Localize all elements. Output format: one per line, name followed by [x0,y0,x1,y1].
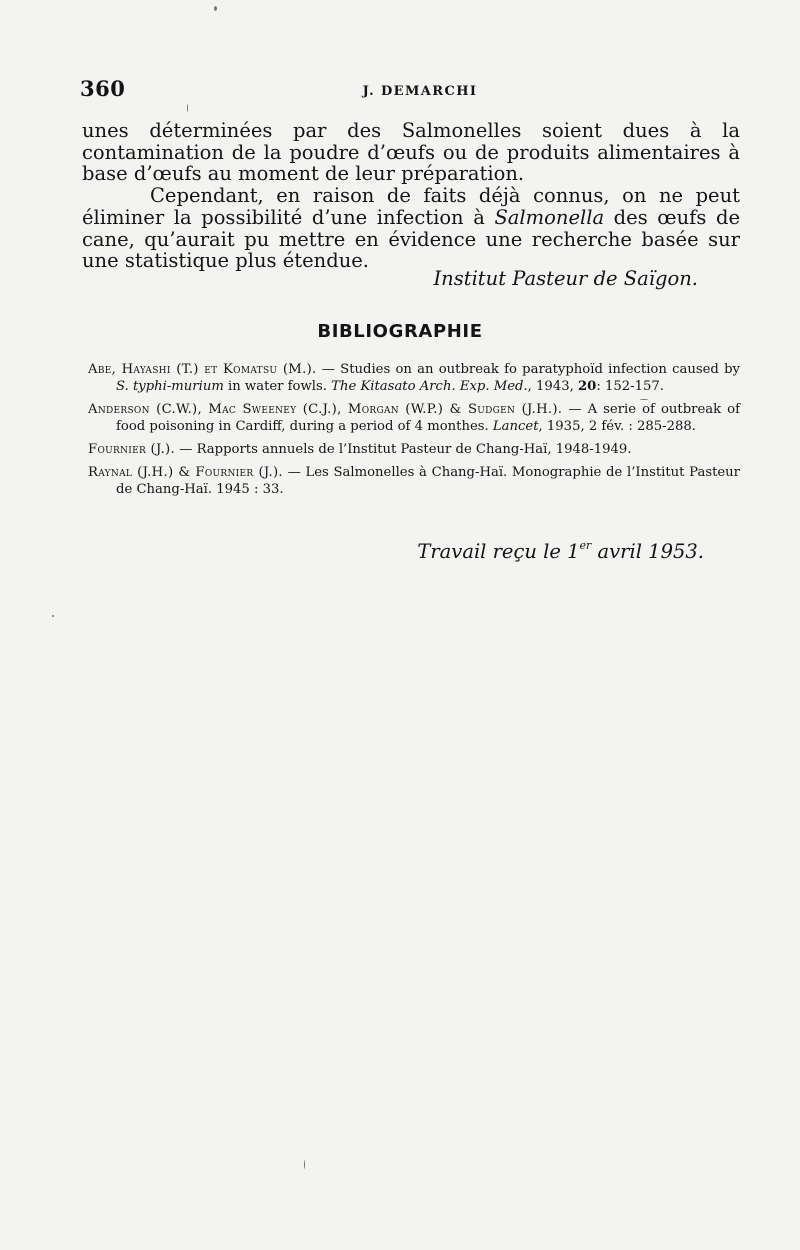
ref-text: — Studies on an outbreak fo paratyphoïd infection caused by [316,362,740,377]
ref-text: in water fowls. [223,379,332,394]
paragraph-2-text-b: des œufs de cane, qu’aurait pu mettre en évidence une recherche basée sur une statistique plus étendue. [82,205,740,273]
scan-speck [187,104,188,112]
paragraph-1: unes déterminées par des Salmonelles soient dues à la contamination de la poudre d’œufs ou de produits alimentaires à base d’œufs au moment de leur préparation. [82,119,740,186]
received-text: avril 1953. [591,540,704,563]
ref-text: , 1935, 2 fév. : 285-288. [538,419,697,434]
running-head [80,76,740,104]
bibliography-list [88,361,740,504]
ref-text: : 152-157. [596,379,664,394]
ref-text: — A serie of outbreak of food poisoning in Cardiff, during a period of 4 monthes. [116,402,740,434]
page-number: 360 [80,76,126,101]
scan-speck [304,1160,305,1169]
paragraph-2-text-a: Cependant, en raison de faits déjà connus, on ne peut éliminer la possibilité d’une infection à [82,184,740,229]
ref-journal: Lancet [492,419,539,434]
ref-authors: Anderson (C.W.), Mac Sweeney (C.J.), Morgan (W.P.) & Sudgen (J.H.). [88,402,563,417]
institution-signature: Institut Pasteur de Saïgon. [433,267,698,290]
bibliography-entry [88,441,740,458]
ref-text: , 1943, [527,379,578,394]
received-superscript: er [579,539,592,552]
bibliography-entry [88,464,740,498]
ref-species: S. typhi-murium [116,379,224,394]
bibliography-entry [88,361,740,395]
bibliography-entry [88,401,740,435]
received-date [82,540,704,563]
ref-volume: 20 [578,379,597,394]
ref-journal: The Kitasato Arch. Exp. Med. [331,379,528,394]
ref-authors: Fournier (J.). [88,442,175,457]
ref-authors: Raynal (J.H.) & Fournier (J.). [88,465,283,480]
paragraph-2-italic: Salmonella [494,205,605,229]
ref-authors: Abe, Hayashi (T.) et Komatsu (M.). [88,362,317,377]
scan-speck [214,6,217,11]
ref-text: — Les Salmonelles à Chang-Haï. Monographie de l’Institut Pasteur de Chang-Haï. 1945 : 33. [116,465,740,497]
paragraph-2 [82,185,740,272]
ref-text: — Rapports annuels de l’Institut Pasteur de Chang-Haï, 1948-1949. [175,442,632,457]
scan-speck [52,615,54,617]
body-text [82,120,740,272]
received-text: Travail reçu le 1 [417,540,580,563]
bibliography-heading: BIBLIOGRAPHIE [317,321,483,342]
scan-speck [640,399,648,400]
running-head-author: J. DEMARCHI [362,84,478,99]
